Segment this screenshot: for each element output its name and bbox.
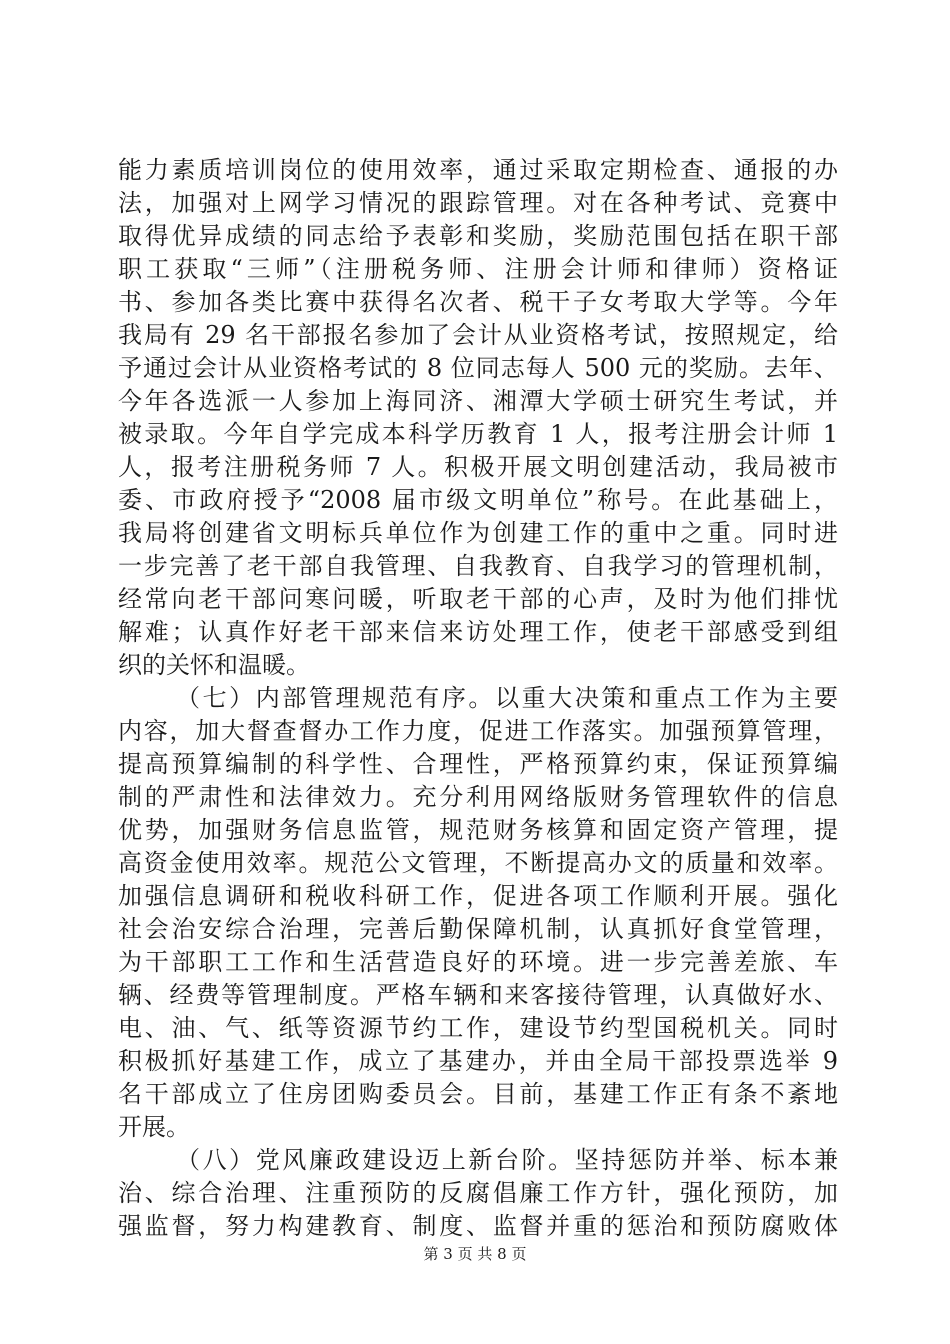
text-line: 高资金使用效率。规范公文管理，不断提高办文的质量和效率。 [118,849,838,877]
text-line: 提高预算编制的科学性、合理性，严格预算约束，保证预算编 [118,750,838,778]
paragraph-heading-line: （八）党风廉政建设迈上新台阶。坚持惩防并举、标本兼 [176,1146,838,1174]
text-line: 治、综合治理、注重预防的反腐倡廉工作方针，强化预防，加 [118,1179,838,1207]
text-line: 被录取。今年自学完成本科学历教育 1 人，报考注册会计师 1 [118,420,838,448]
text-line: 制的严肃性和法律效力。充分利用网络版财务管理软件的信息 [118,783,838,811]
text-line: 经常向老干部问寒问暖，听取老干部的心声，及时为他们排忧 [118,585,838,613]
text-line: 今年各选派一人参加上海同济、湘潭大学硕士研究生考试，并 [118,387,838,415]
text-line: 一步完善了老干部自我管理、自我教育、自我学习的管理机制， [118,552,838,580]
text-line: 取得优异成绩的同志给予表彰和奖励，奖励范围包括在职干部 [118,222,838,250]
text-line: 优势，加强财务信息监管，规范财务核算和固定资产管理，提 [118,816,838,844]
text-line: 委、市政府授予“2008 届市级文明单位”称号。在此基础上， [118,486,838,514]
text-line: 电、油、气、纸等资源节约工作，建设节约型国税机关。同时 [118,1014,838,1042]
text-line: 能力素质培训岗位的使用效率，通过采取定期检查、通报的办 [118,156,838,184]
text-line: 人，报考注册税务师 7 人。积极开展文明创建活动，我局被市 [118,453,838,481]
text-line: 强监督，努力构建教育、制度、监督并重的惩治和预防腐败体 [118,1212,838,1240]
text-line: 名干部成立了住房团购委员会。目前，基建工作正有条不紊地 [118,1080,838,1108]
text-line: 辆、经费等管理制度。严格车辆和来客接待管理，认真做好水、 [118,981,838,1009]
text-line: 法，加强对上网学习情况的跟踪管理。对在各种考试、竞赛中 [118,189,838,217]
text-line: 为干部职工工作和生活营造良好的环境。进一步完善差旅、车 [118,948,838,976]
text-line: 书、参加各类比赛中获得名次者、税干子女考取大学等。今年 [118,288,838,316]
text-line: 予通过会计从业资格考试的 8 位同志每人 500 元的奖励。去年、 [118,354,838,382]
text-line: 解难；认真作好老干部来信来访处理工作，使老干部感受到组 [118,618,838,646]
text-line: 职工获取“三师”（注册税务师、注册会计师和律师）资格证 [118,255,838,283]
page-number: 第 3 页 共 8 页 [423,1245,527,1263]
text-line: 我局有 29 名干部报名参加了会计从业资格考试，按照规定，给 [118,321,838,349]
text-line: 开展。 [118,1113,190,1141]
text-line: 积极抓好基建工作，成立了基建办，并由全局干部投票选举 9 [118,1047,838,1075]
text-line: 内容，加大督查督办工作力度，促进工作落实。加强预算管理， [118,717,838,745]
body-text [118,154,838,1243]
text-line: 织的关怀和温暖。 [118,651,310,679]
text-line: 加强信息调研和税收科研工作，促进各项工作顺利开展。强化 [118,882,838,910]
text-line: 我局将创建省文明标兵单位作为创建工作的重中之重。同时进 [118,519,838,547]
text-line: 社会治安综合治理，完善后勤保障机制，认真抓好食堂管理， [118,915,838,943]
paragraph-heading-line: （七）内部管理规范有序。以重大决策和重点工作为主要 [176,684,838,712]
